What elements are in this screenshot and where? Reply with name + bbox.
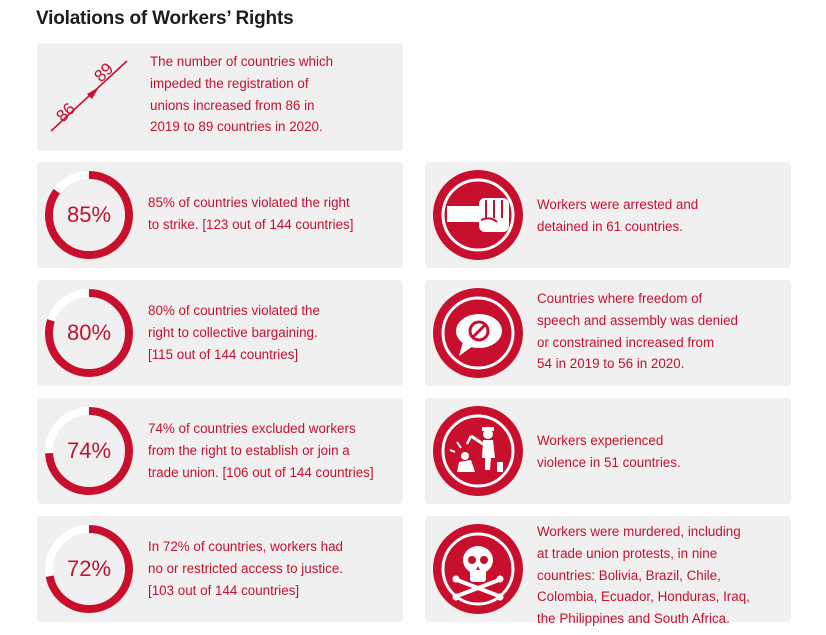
icon-circle: [433, 406, 523, 496]
stat-text: 85% of countries violated the right to strike. [123 out of 144 countries]: [148, 195, 354, 232]
page-title: Violations of Workers’ Rights: [36, 8, 294, 29]
stat-card-justice: [37, 516, 403, 622]
fact-card-speech: [425, 280, 791, 386]
percent-label: 80%: [66, 320, 112, 345]
percent-label: 72%: [66, 556, 112, 581]
intro-text: The number of countries which impeded the registration of unions increased from 86 in 2019 to 89 countries in 2020.: [150, 54, 334, 135]
stat-text: In 72% of countries, workers had no or restricted access to justice. [103 out of 144 countries]: [148, 539, 344, 598]
increase-arrow-graphic: [37, 43, 137, 151]
stat-card-union: [37, 398, 403, 504]
intro-from-value: 86: [52, 99, 80, 126]
skull-crossbones-icon: [433, 524, 523, 614]
raised-fist-icon: [433, 170, 523, 260]
intro-card: [37, 43, 403, 151]
percent-label: 85%: [66, 202, 112, 227]
percent-label: 74%: [66, 438, 112, 463]
fact-text: Workers were arrested and detained in 61 countries.: [537, 197, 699, 234]
stat-card-strike: [37, 162, 403, 268]
icon-circle: [433, 524, 523, 614]
icon-circle: [433, 170, 523, 260]
fact-text: Workers were murdered, including at trade union protests, in nine countries: Bolivia, Brazil, Chile, Colombia, Ecuador, Honduras, Iraq, the Philippines and South Africa.: [537, 524, 750, 627]
fact-text: Countries where freedom of speech and assembly was denied or constrained increased from 54 in 2019 to 56 in 2020.: [537, 291, 738, 372]
fact-card-violence: [425, 398, 791, 504]
stat-card-bargaining: [37, 280, 403, 386]
fact-card-murders: [425, 516, 791, 627]
icon-circle: [433, 288, 523, 378]
fact-text: Workers experienced violence in 51 countries.: [537, 433, 681, 470]
intro-to-value: 89: [90, 59, 118, 86]
police-violence-icon: [433, 406, 523, 496]
fact-card-arrests: [425, 162, 791, 268]
stat-text: 74% of countries excluded workers from the right to establish or join a trade union. [106 out of 144 countries]: [148, 421, 374, 480]
stat-text: 80% of countries violated the right to collective bargaining. [115 out of 144 countries]: [148, 303, 320, 362]
prohibited-speech-icon: [433, 288, 523, 378]
